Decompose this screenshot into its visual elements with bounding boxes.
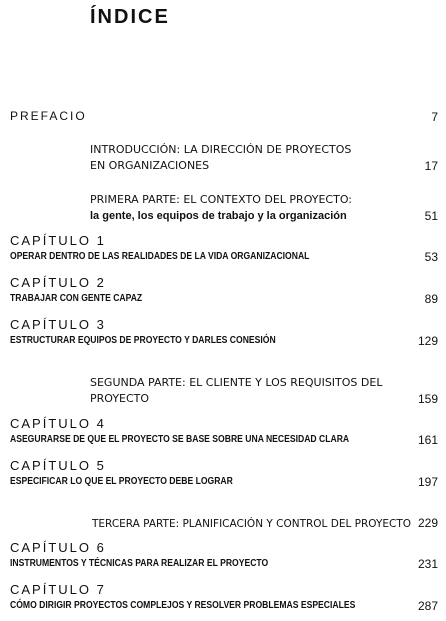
chapter-6-title: INSTRUMENTOS Y TÉCNICAS PARA REALIZAR EL PROYECTO <box>10 558 269 569</box>
page-title: ÍNDICE <box>90 6 170 28</box>
chapter-5-title: ESPECIFICAR LO QUE EL PROYECTO DEBE LOGRAR <box>10 476 233 487</box>
chapter-7-label: CAPÍTULO 7 <box>10 582 106 597</box>
chapter-4-page: 161 <box>417 433 438 447</box>
chapter-4-label: CAPÍTULO 4 <box>10 416 106 431</box>
preface-page: 7 <box>431 110 438 124</box>
chapter-2-label: CAPÍTULO 2 <box>10 275 106 290</box>
chapter-4-title: ASEGURARSE DE QUE EL PROYECTO SE BASE SOBRE UNA NECESIDAD CLARA <box>10 434 350 445</box>
chapter-2-title: TRABAJAR CON GENTE CAPAZ <box>10 293 143 304</box>
chapter-2-page: 89 <box>424 292 438 306</box>
chapter-7-title: CÓMO DIRIGIR PROYECTOS COMPLEJOS Y RESOLVER PROBLEMAS ESPECIALES <box>10 600 356 611</box>
part1-line-2: la gente, los equipos de trabajo y la organización <box>90 210 347 222</box>
chapter-7-page: 287 <box>417 599 438 613</box>
part2-line-1: SEGUNDA PARTE: EL CLIENTE Y LOS REQUISITOS DEL <box>90 376 383 389</box>
chapter-3-label: CAPÍTULO 3 <box>10 317 106 332</box>
chapter-5-label: CAPÍTULO 5 <box>10 458 106 473</box>
part2-line-2: PROYECTO <box>90 392 150 405</box>
chapter-3-page: 129 <box>417 334 438 348</box>
chapter-3-title: ESTRUCTURAR EQUIPOS DE PROYECTO Y DARLES CONESIÓN <box>10 335 276 346</box>
part3-line-1: TERCERA PARTE: PLANIFICACIÓN Y CONTROL DEL PROYECTO <box>92 518 412 530</box>
intro-line-2: EN ORGANIZACIONES <box>90 159 210 172</box>
intro-line-1: INTRODUCCIÓN: LA DIRECCIÓN DE PROYECTOS <box>90 143 352 156</box>
chapter-1-page: 53 <box>424 250 438 264</box>
chapter-5-page: 197 <box>417 475 438 489</box>
part1-line-1: PRIMERA PARTE: EL CONTEXTO DEL PROYECTO: <box>90 193 352 206</box>
chapter-6-page: 231 <box>417 557 438 571</box>
preface-label: PREFACIO <box>10 109 87 123</box>
part3-page: 229 <box>417 516 438 530</box>
part1-page: 51 <box>424 209 438 223</box>
chapter-1-title: OPERAR DENTRO DE LAS REALIDADES DE LA VIDA ORGANIZACIONAL <box>10 251 310 262</box>
chapter-6-label: CAPÍTULO 6 <box>10 540 106 555</box>
part2-page: 159 <box>417 392 438 406</box>
intro-page: 17 <box>424 159 438 173</box>
chapter-1-label: CAPÍTULO 1 <box>10 233 106 248</box>
